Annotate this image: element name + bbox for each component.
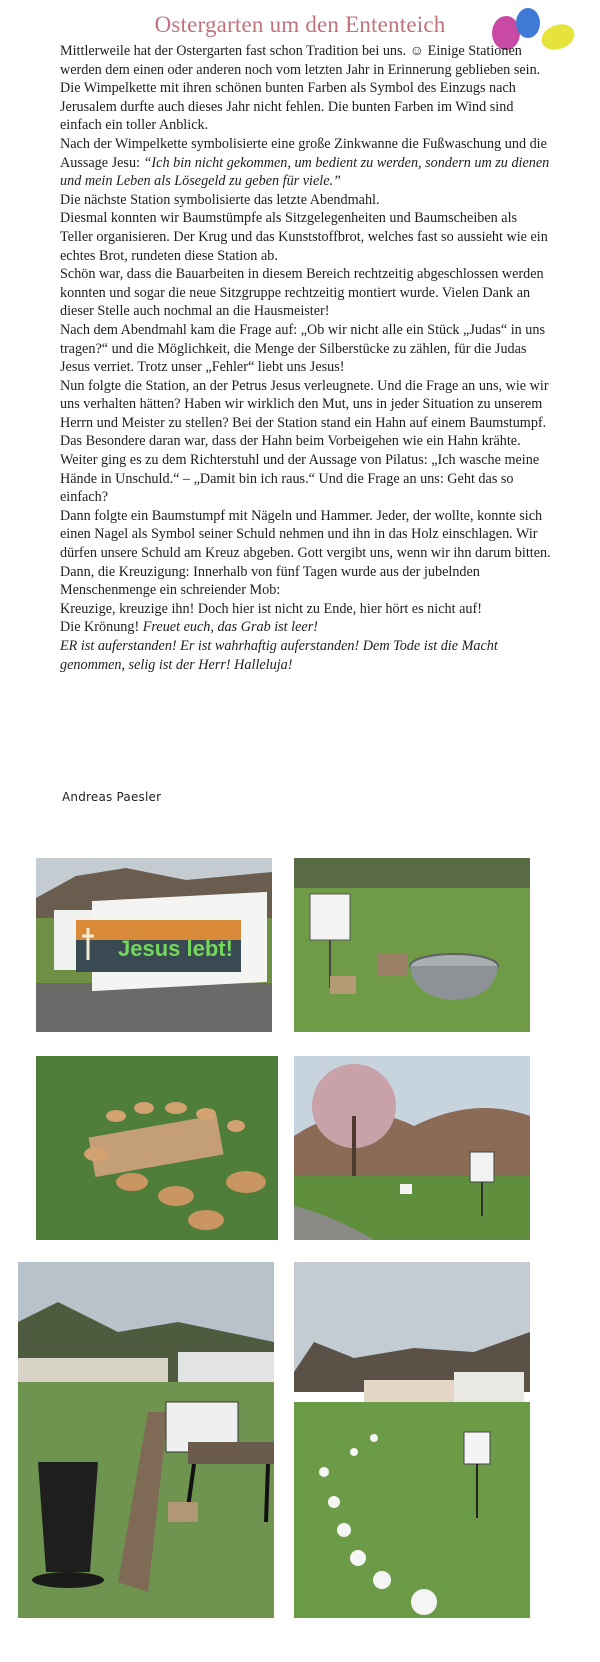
paragraph-fusswaschung <box>60 135 552 191</box>
paragraph-kroenung-text: Die Krönung! <box>60 619 143 636</box>
article-body <box>60 42 552 674</box>
page-title: Ostergarten um den Ententeich <box>154 12 446 37</box>
paragraph-abendmahl: Die nächste Station symbolisierte das letzte Abendmahl. <box>60 191 380 208</box>
banner-text: Jesus lebt! <box>118 936 233 961</box>
quote-jesus: “Ich bin nicht gekommen, um bedient zu werden, sondern um zu dienen und mein Leben als Lösegeld zu geben für viele.” <box>60 154 550 190</box>
paragraph-final: ER ist auferstanden! Er ist wahrhaftig auferstanden! Dem Tode ist die Macht genommen, selig ist der Herr! Halleluja! <box>60 638 498 673</box>
photo-fire-bench <box>18 1262 274 1618</box>
photo-stone-path <box>294 1262 530 1618</box>
paragraph-bauarbeiten: Schön war, dass die Bauarbeiten in diesem Bereich rechtzeitig abgeschlossen werden konnten und sogar die neue Sitzgruppe rechtzeitig montiert wurde. Vielen Dank an dieser Stelle auch nochmal an die Hausmeister! <box>60 266 544 320</box>
paragraph-naegel: Dann folgte ein Baumstumpf mit Nägeln und Hammer. Jeder, der wollte, konnte sich einen Nagel als Symbol seiner Schuld nehmen und ihn in das Holz einschlagen. Wir dürfen unsere Schuld am Kreuz abgeben. Gott vergibt uns, wenn wir ihn darum bitten. <box>60 507 551 562</box>
paragraph-intro: Mittlerweile hat der Ostergarten fast schon Tradition bei uns. ☺ Einige Stationen werden dem einen oder anderen noch vom letzten Jahr in Erinnerung geblieben sein. <box>60 43 541 78</box>
paragraph-kreuzigung: Dann, die Kreuzigung: Innerhalb von fünf Tagen wurde aus der jubelnden Menschenmenge ein schreiender Mob: <box>60 563 480 599</box>
photo-abendmahl-stumps <box>36 1056 278 1240</box>
paragraph-kreuzige: Kreuzige, kreuzige ihn! Doch hier ist nicht zu Ende, hier hört es nicht auf! <box>60 600 482 617</box>
paragraph-fusswaschung-text: Nach der Wimpelkette symbolisierte eine große Zinkwanne die Fußwaschung und die Aussage Jesu: <box>60 135 547 171</box>
author-signature: Andreas Paesler <box>62 790 162 804</box>
paragraph-petrus: Nun folgte die Station, an der Petrus Jesus verleugnete. Und die Frage an uns, wie wir uns verhalten hätten? Haben wir wirklich den Mut, uns in jeder Situation zu unserem Herrn und Meister zu stellen? Bei der Station stand ein Hahn auf einem Baumstumpf. Das Besondere daran war, dass der Hahn beim Vorbeigehen wie ein Hahn krähte. <box>60 377 549 450</box>
photo-blossom-station <box>294 1056 530 1240</box>
paragraph-baumstuempfe: Diesmal konnten wir Baumstümpfe als Sitzgelegenheiten und Baumscheiben als Teller organisieren. Der Krug und das Kunststoffbrot, welches fast so aussieht wie ein echtes Brot, rundeten diese Station ab. <box>60 210 548 264</box>
quote-grab: Freuet euch, das Grab ist leer! <box>142 619 318 636</box>
photo-zinc-tub <box>294 858 530 1032</box>
paragraph-wimpelkette: Die Wimpelkette mit ihren schönen bunten Farben als Symbol des Einzugs nach Jerusalem durfte auch dieses Jahr nicht fehlen. Die bunten Farben im Wind sind einfach ein toller Anblick. <box>60 80 516 134</box>
paragraph-kroenung <box>60 618 552 637</box>
photo-banner-jesus-lebt <box>36 858 272 1032</box>
paragraph-pilatus: Weiter ging es zu dem Richterstuhl und der Aussage von Pilatus: „Ich wasche meine Hände in Unschuld.“ – „Damit bin ich raus.“ Und die Frage an uns: Geht das so einfach? <box>60 452 540 506</box>
paragraph-judas: Nach dem Abendmahl kam die Frage auf: „Ob wir nicht alle ein Stück „Judas“ in uns tragen?“ und die Möglichkeit, die Menge der Silberstücke zu zählen, für die Judas Jesus verriet. Trotz unser „Fehler“ liebt uns Jesus! <box>60 321 545 376</box>
